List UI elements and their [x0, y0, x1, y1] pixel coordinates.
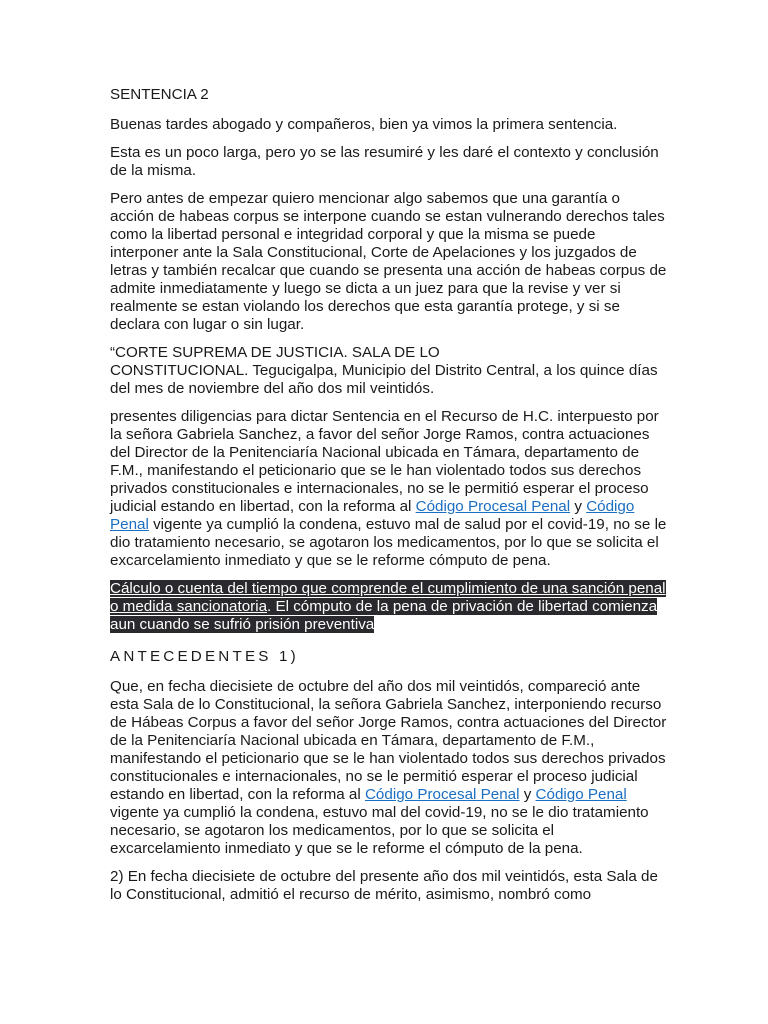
diligencias-paragraph: [110, 408, 668, 570]
antecedentes-text-b: y: [519, 786, 536, 803]
court-heading-paragraph: [110, 344, 668, 398]
diligencias-text-a: presentes diligencias para dictar Sentencia en el Recurso de H.C. interpuesto por la señora Gabriela Sanchez, a favor del señor Jorge Ramos, contra actuaciones del Director de la Penitenciaría Nacional ubicada en Támara, departamento de F.M., manifestando el peticionario que se le han violentado todos sus derechos privados constitucionales e internacionales, no se le permitió esperar el proceso judicial estando en libertad, con la reforma al: [110, 408, 659, 515]
antecedentes-paragraph-2: 2) En fecha diecisiete de octubre del presente año dos mil veintidós, esta Sala de lo Constitucional, admitió el recurso de mérito, asimismo, nombró como: [110, 868, 658, 903]
diligencias-text-b: y: [570, 498, 587, 515]
antecedentes-text-c: vigente ya cumplió la condena, estuvo mal del covid-19, no se le dio tratamiento necesario, se agotaron los medicamentos, por lo que se solicita el excarcelamiento inmediato y que se le reforme el cómputo de la pena.: [110, 804, 649, 857]
court-heading-continuation: CONSTITUCIONAL. Tegucigalpa, Municipio del Distrito Central, a los quince días del mes de noviembre del año dos mil veintidós.: [110, 362, 658, 397]
court-heading-title: “CORTE SUPREMA DE JUSTICIA. SALA DE LO: [110, 344, 440, 361]
intro-paragraph: Esta es un poco larga, pero yo se las resumiré y les daré el contexto y conclusión de la misma.: [110, 144, 659, 179]
greeting-paragraph: Buenas tardes abogado y compañeros, bien ya vimos la primera sentencia.: [110, 116, 618, 133]
antecedentes-paragraph-1: [110, 678, 668, 858]
codigo-procesal-penal-link[interactable]: Código Procesal Penal: [415, 498, 571, 515]
codigo-procesal-penal-link-2[interactable]: Código Procesal Penal: [364, 786, 520, 803]
habeas-corpus-paragraph: Pero antes de empezar quiero mencionar algo sabemos que una garantía o acción de habeas corpus se interpone cuando se estan vulnerando derechos tales como la libertad personal e integridad corporal y que la misma se puede interponer ante la Sala Constitucional, Corte de Apelaciones y los juzgados de letras y también recalcar que cuando se presenta una acción de habeas corpus de admite inmediatamente y luego se dicta a un juez para que la revise y ver si realmente se estan violando los derechos que esta garantía protege, y si se declara con lugar o sin lugar.: [110, 190, 667, 333]
highlighted-text: . El cómputo de la pena de privación de libertad comienza aun cuando se sufrió prisión preventiva: [110, 598, 658, 633]
document-title: SENTENCIA 2: [110, 86, 209, 103]
codigo-penal-link[interactable]: Código Penal: [110, 498, 635, 533]
antecedentes-text-a: Que, en fecha diecisiete de octubre del año dos mil veintidós, compareció ante esta Sala de lo Constitucional, la señora Gabriela Sanchez, interponiendo recurso de Hábeas Corpus a favor del señor Jorge Ramos, contra actuaciones del Director de la Penitenciaría Nacional ubicada en Támara, departamento de F.M., manifestando el peticionario que se le han violentado todos sus derechos privados constitucionales e internacionales, no se le permitió esperar el proceso judicial estando en libertad, con la reforma al: [110, 678, 667, 803]
highlighted-definition: [110, 580, 668, 634]
highlighted-text-underlined: Cálculo o cuenta del tiempo que comprende el cumplimiento de una sanción penal o medida sancionatoria: [110, 580, 666, 615]
antecedentes-heading: ANTECEDENTES 1): [110, 648, 299, 665]
codigo-penal-link-2[interactable]: Código Penal: [535, 786, 627, 803]
diligencias-text-c: vigente ya cumplió la condena, estuvo mal de salud por el covid-19, no se le dio tratamiento necesario, se agotaron los medicamentos, por lo que se solicita el excarcelamiento inmediato y que se le reforme cómputo de pena.: [110, 516, 667, 569]
